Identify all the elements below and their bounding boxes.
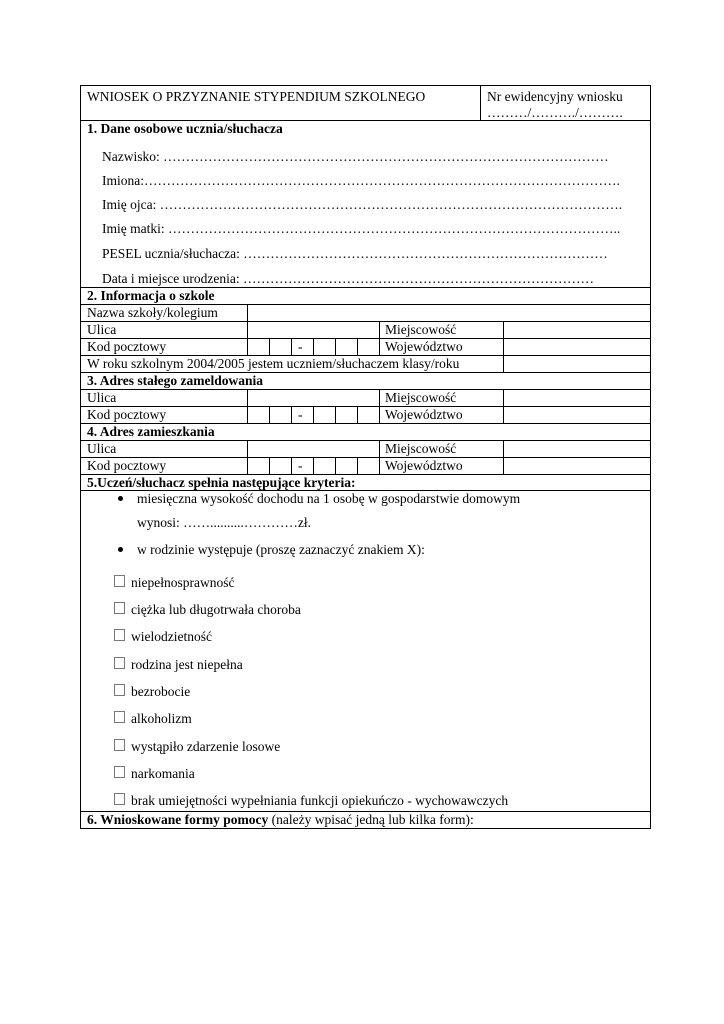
divider [81, 406, 650, 407]
checkbox-random-event[interactable] [114, 739, 125, 751]
pesel-field[interactable]: PESEL ucznia/słuchacza: ……………………………………………………………………… [102, 246, 608, 261]
postal-digit-border [269, 338, 270, 355]
criterion-parenting-inability: brak umiejętności wypełniania funkcji opiekuńczo - wychowawczych [131, 793, 509, 808]
postal-digit-border [269, 406, 270, 423]
section6-note: (należy wpisać jedną lub kilka form): [268, 812, 474, 827]
registered-city-label: Miejscowość [385, 390, 457, 405]
postal-digit-border [357, 406, 358, 423]
postal-digit-border [357, 457, 358, 474]
section6-heading: 6. Wnioskowane formy pomocy [87, 812, 269, 827]
section3-heading: 3. Adres stałego zameldowania [87, 373, 263, 388]
school-year-text: W roku szkolnym 2004/2005 jestem uczniem/słuchaczem klasy/roku [87, 356, 460, 371]
criterion-random-event: wystąpiło zdarzenie losowe [131, 739, 281, 754]
section5-heading: 5.Uczeń/słuchacz spełnia następujące kryteria: [87, 475, 356, 490]
divider [81, 440, 650, 441]
criterion-single-parent: rodzina jest niepełna [131, 657, 243, 672]
registered-voivodeship-label: Województwo [385, 407, 463, 422]
criterion-drug-addiction: narkomania [131, 766, 195, 781]
divider [81, 389, 650, 390]
postal-digit-border [269, 457, 270, 474]
postal-digit-border [291, 457, 292, 474]
income-line: miesięczna wysokość dochodu na 1 osobę w gospodarstwie domowym [137, 491, 521, 506]
postal-digit-border [291, 406, 292, 423]
postal-digit-border [313, 338, 314, 355]
criterion-illness: ciężka lub długotrwała choroba [131, 602, 301, 617]
bullet-icon [118, 496, 123, 501]
postal-dash: - [298, 407, 303, 422]
criterion-large-family: wielodzietność [131, 629, 212, 644]
residence-street-label: Ulica [87, 441, 117, 456]
mother-name-field[interactable]: Imię matki: ……………………………………………………………………………………….. [102, 221, 621, 236]
checkbox-drug-addiction[interactable] [114, 766, 125, 778]
application-form [80, 85, 651, 829]
criterion-unemployment: bezrobocie [131, 684, 191, 699]
school-city-label: Miejscowość [385, 322, 457, 337]
checkbox-large-family[interactable] [114, 629, 125, 641]
father-name-field[interactable]: Imię ojca: …………………………………………………………………………………………. [102, 197, 623, 212]
first-names-field[interactable]: Imiona:……………………………………………………………………………………………. [102, 173, 620, 188]
postal-digit-border [335, 406, 336, 423]
header-divider [480, 86, 481, 120]
divider [81, 457, 650, 458]
school-name-label: Nazwa szkoły/kolegium [87, 305, 218, 320]
registered-postal-label: Kod pocztowy [87, 407, 167, 422]
residence-voivodeship-label: Województwo [385, 458, 463, 473]
school-street-label: Ulica [87, 322, 117, 337]
postal-digit-border [291, 338, 292, 355]
family-line: w rodzinie występuje (proszę zaznaczyć znakiem X): [137, 542, 425, 557]
section2-heading: 2. Informacja o szkole [87, 288, 215, 303]
postal-digit-border [335, 338, 336, 355]
form-title: WNIOSEK O PRZYZNANIE STYPENDIUM SZKOLNEGO [87, 89, 426, 104]
school-voivodeship-label: Województwo [385, 339, 463, 354]
registration-number-field[interactable]: ………/………./………. [487, 105, 623, 120]
postal-dash: - [298, 458, 303, 473]
postal-digit-border [313, 457, 314, 474]
registration-number-label: Nr ewidencyjny wniosku [487, 89, 623, 104]
section1-heading: 1. Dane osobowe ucznia/słuchacza [87, 121, 283, 136]
divider [81, 321, 650, 322]
postal-digit-border [357, 338, 358, 355]
cell-border [247, 304, 248, 321]
checkbox-alcoholism[interactable] [114, 711, 125, 723]
surname-field[interactable]: Nazwisko: ……………………………………………………………………………………… [102, 149, 609, 164]
checkbox-disability[interactable] [114, 575, 125, 587]
section4-heading: 4. Adres zamieszkania [87, 424, 215, 439]
bullet-icon [118, 547, 123, 552]
cell-border [503, 355, 504, 372]
postal-digit-border [313, 406, 314, 423]
postal-digit-border [335, 457, 336, 474]
divider [81, 338, 650, 339]
residence-city-label: Miejscowość [385, 441, 457, 456]
section6-heading-line [87, 812, 474, 828]
registered-street-label: Ulica [87, 390, 117, 405]
checkbox-unemployment[interactable] [114, 684, 125, 696]
checkbox-parenting-inability[interactable] [114, 793, 125, 805]
school-postal-label: Kod pocztowy [87, 339, 167, 354]
residence-postal-label: Kod pocztowy [87, 458, 167, 473]
checkbox-single-parent[interactable] [114, 657, 125, 669]
criterion-disability: niepełnosprawność [131, 575, 235, 590]
income-amount-field[interactable]: wynosi: ……..........…………zł. [137, 515, 311, 530]
postal-dash: - [298, 339, 303, 354]
criterion-alcoholism: alkoholizm [131, 711, 192, 726]
birth-date-place-field[interactable]: Data i miejsce urodzenia: …………………………………………………………………… [102, 271, 594, 286]
checkbox-illness[interactable] [114, 602, 125, 614]
